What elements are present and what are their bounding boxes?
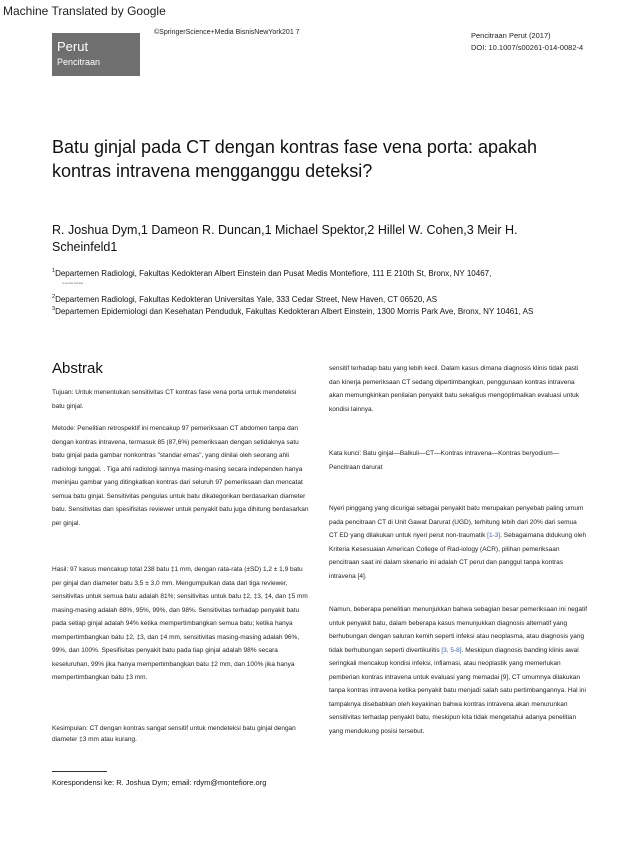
- abstract-kesimpulan-continued: sensitif terhadap batu yang lebih kecil. Dalam kasus dimana diagnosis klinis tidak pasti dan kinerja pemeriksaan CT sedang dipertimbangkan, penggunaan kontras intravena akan memungkinkan penilaian penyakit batu sekaligus mengoptimalkan evaluasi untuk kondisi lainnya.: [329, 365, 580, 413]
- affiliation-number: 3: [52, 306, 56, 312]
- citation-block: [471, 30, 583, 54]
- affiliation-text: Departemen Radiologi, Fakultas Kedokteran Universitas Yale, 333 Cedar Street, New Haven, CT 06520, AS: [55, 295, 438, 304]
- author-list: R. Joshua Dym,1 Dameon R. Duncan,1 Michael Spektor,2 Hillel W. Cohen,3 Meir H. Scheinfeld1: [52, 223, 518, 254]
- affiliation-number: 1: [52, 268, 56, 274]
- affiliation-text: Departemen Epidemiologi dan Kesehatan Penduduk, Fakultas Kedokteran Albert Einstein, 1300 Morris Park Ave, Bronx, NY 10461, AS: [55, 307, 534, 316]
- reference-link[interactable]: [3, 5-8]: [441, 646, 462, 654]
- abstract-heading: Abstrak: [52, 360, 103, 377]
- affiliation-number: 2: [52, 294, 56, 300]
- abstract-metode: Metode: Penelitian retrospektif ini mencakup 97 pemeriksaan CT abdomen tanpa dan dengan kontras intravena, termasuk 85 (87,6%) pemeriksaan dengan setidaknya satu batu ginjal pada gambar nonkontras "standar emas", yang dinilai oleh seorang ahli radiologi tunggal. . Tiga ahli radiologi lainnya masing-masing secara independen hanya meninjau gambar yang ditingkatkan kontras dari seluruh 97 pemeriksaan dan mencatat semua batu ginjal. Sensitivitas pengulas untuk batu dikategorikan berdasarkan diameter batu. Sensitivitas dan spesifisitas reviewer untuk penyakit batu juga dihitung berdasarkan per ginjal.: [52, 425, 309, 527]
- abstract-kesimpulan: Kesimpulan: CT dengan kontras sangat sensitif untuk mendeteksi batu ginjal dengan diameter ‡3 mm atau kurang.: [52, 725, 296, 743]
- journal-logo: [52, 33, 140, 76]
- correspondence-note: Korespondensi ke: R. Joshua Dym; email: rdym@montefiore.org: [52, 778, 267, 787]
- intro-paragraph-1-text-end: . Sebagaimana didukung oleh Kriteria Kesesuaian American College of Rad-iology (ACR), pilihan pemeriksaan pencitraan saat ini dalam skenario ini adalah CT perut dan panggul tanpa kontras intravena [4].: [329, 532, 587, 580]
- affiliation-text: Departemen Radiologi, Fakultas Kedokteran Albert Einstein dan Pusat Medis Montefiore, 111 E 210th St, Bronx, NY 10467,: [55, 269, 492, 278]
- publisher-line: ©SpringerScience+Media BisnisNewYork201 7: [154, 29, 300, 36]
- journal-logo-subtitle: Pencitraan: [57, 57, 101, 67]
- intro-paragraph-1-text: Nyeri pinggang yang dicurigai sebagai penyakit batu merupakan penyebab paling umum pada pencitraan CT di Unit Gawat Darurat (UGD), terhitung lebih dari 20% dari semua CT ED yang dilakukan untuk nyeri perut non-traumatik: [329, 505, 584, 539]
- intro-paragraph-2: [329, 603, 587, 738]
- reference-link[interactable]: [1-3]: [487, 532, 501, 539]
- abstract-hasil: Hasil: 97 kasus mencakup total 238 batu ‡1 mm, dengan rata-rata (±SD) 1,2 ± 1,9 batu per ginjal dan diameter batu 3,5 ± 3,0 mm. Mengumpulkan data dari tiga reviewer, sensitivitas untuk semua batu adalah 81%; sensitivitas untuk batu ‡2, ‡3, ‡4, dan ‡5 mm masing-masing adalah 88%, 95%, 99%, dan 98%. Sensitivitas terhadap penyakit batu pada setiap ginjal adalah 94% ketika mempertimbangkan semua batu; ketika hanya mempertimbangkan batu ‡2, ‡3, dan ‡4 mm, sensitivitas masing-masing adalah 96%, 99%, dan 100%. Spesifisitas penyakit batu pada tiap ginjal adalah 98% secara keseluruhan, 99% jika hanya mempertimbangkan batu ‡2 mm, dan 100% jika hanya mempertimbangkan batu ‡3 mm.: [52, 566, 308, 681]
- citation-doi: DOI: 10.1007/s00261-014-0082-4: [471, 43, 584, 52]
- tiny-note: Amerika Serikat: [62, 281, 84, 285]
- intro-paragraph-1: [329, 502, 587, 583]
- citation-journal: Pencitraan Perut (2017): [471, 31, 551, 40]
- journal-logo-name: Perut: [57, 39, 89, 54]
- intro-paragraph-2-text-end: . Meskipun diagnosis banding klinis awal seringkali mencakup kondisi infeksi, inflamasi, atau neoplastik yang memerlukan pemberian kontras intravena untuk evaluasi yang memadai [9], CT umumnya dilakukan tanpa kontras intravena ketika penyakit batu menjadi salah satu pertimbangannya. Hal ini tampaknya disebabkan oleh keyakinan bahwa kontras intravena akan menurunkan sensitivitas terhadap penyakit batu, meskipun kita tidak mengetahui adanya penelitian yang mendukung posisi tersebut.: [329, 646, 586, 735]
- abstract-tujuan: Tujuan: Untuk menentukan sensitivitas CT kontras fase vena porta untuk mendeteksi batu ginjal.: [52, 389, 297, 410]
- affiliation-1: [52, 265, 552, 280]
- keywords: Kata kunci: Batu ginjal—Balkuli—CT—Kontras intravena—Kontras beryodium—Pencitraan darurat: [329, 450, 560, 471]
- affiliation-3: [52, 303, 552, 318]
- footnote-divider: [52, 771, 107, 772]
- intro-paragraph-2-text: Namun, beberapa penelitian menunjukkan bahwa sebagian besar pemeriksaan ini negatif untuk penyakit batu, dalam beberapa kasus menunjukkan diagnosis alternatif yang berhubungan dengan saluran kemih seperti infeksi atau neoplasma, atau diagnosis yang tidak berhubungan seperti divertikulitis: [329, 606, 588, 654]
- machine-translated-label: Machine Translated by Google: [3, 4, 166, 18]
- article-title: Batu ginjal pada CT dengan kontras fase vena porta: apakah kontras intravena mengganggu deteksi?: [52, 137, 538, 181]
